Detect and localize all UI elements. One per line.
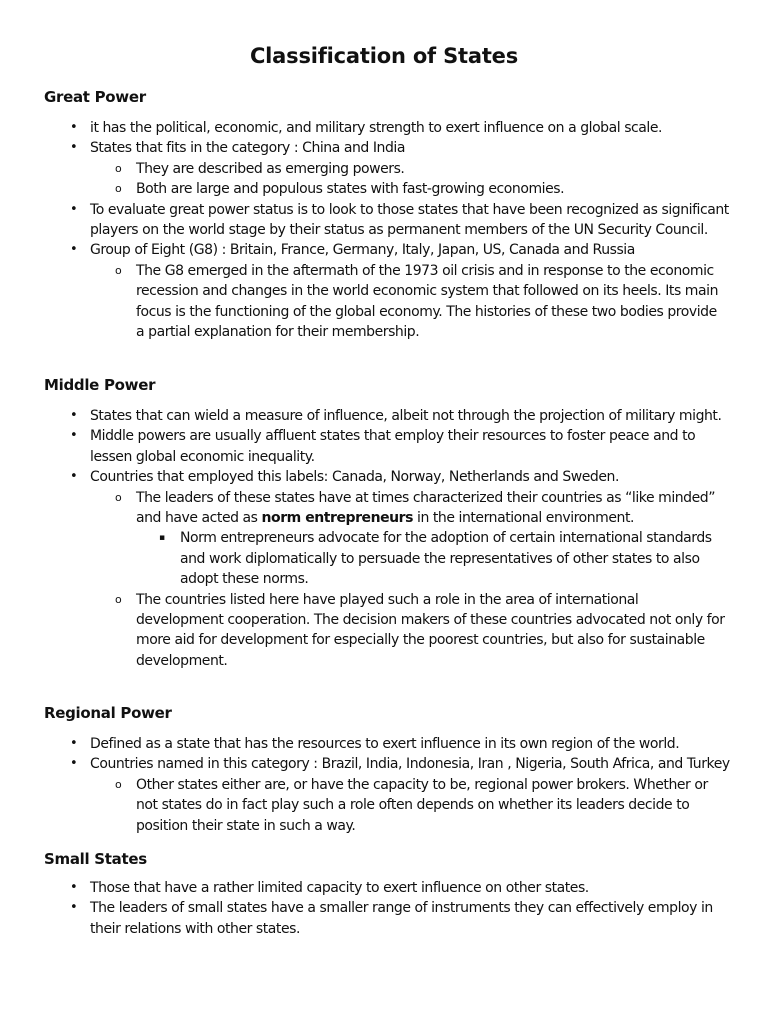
circle-marker: o <box>115 777 122 791</box>
list-item <box>0 898 730 939</box>
middle-power-list <box>0 406 768 671</box>
square-marker: ▪ <box>159 533 165 544</box>
list-item-text: Countries named in this category : Brazil, India, Indonesia, Iran , Nigeria, South Africa, and Turkey <box>90 756 730 773</box>
sub-list-item <box>0 775 726 836</box>
list-item <box>0 754 730 774</box>
sub-list-item <box>0 590 726 672</box>
list-item-text: Middle powers are usually affluent states that employ their resources to foster peace and to lessen global economic inequality. <box>90 428 696 465</box>
bullet-marker: • <box>70 120 78 135</box>
list-item-text: it has the political, economic, and military strength to exert influence on a global scale. <box>90 120 663 136</box>
bullet-marker: • <box>70 408 78 423</box>
circle-marker: o <box>115 263 122 277</box>
bullet-marker: • <box>70 242 78 258</box>
bullet-marker: • <box>70 756 78 772</box>
sub-sub-list-item <box>0 528 730 589</box>
circle-marker: o <box>115 592 122 606</box>
section-heading-middle-power: Middle Power <box>44 376 156 394</box>
great-power-list <box>0 118 768 342</box>
list-item <box>0 138 730 158</box>
list-item-text: Both are large and populous states with fast-growing economies. <box>136 181 565 198</box>
bullet-marker: • <box>70 201 78 217</box>
list-item <box>0 406 730 426</box>
bullet-marker: • <box>70 469 78 485</box>
list-item-text: The countries listed here have played such a role in the area of international development cooperation. The decision makers of these countries advocated not only for more aid for development for especially the poorest countries, but also for sustainable development. <box>136 591 725 669</box>
sub-list-item <box>0 488 726 529</box>
small-states-list <box>0 878 768 939</box>
norm-entrepreneurs-term: norm entrepreneurs <box>261 510 414 527</box>
circle-marker: o <box>115 161 122 175</box>
list-item-text: To evaluate great power status is to look to those states that have been recognized as significant players on the world stage by their status as permanent members of the UN Security Council. <box>90 201 729 239</box>
list-item <box>0 118 730 138</box>
bullet-marker: • <box>70 736 78 751</box>
list-item <box>0 200 730 241</box>
list-item-text: Norm entrepreneurs advocate for the adoption of certain international standards and work diplomatically to persuade the representatives of other states to also adopt these norms. <box>180 530 712 588</box>
list-item <box>0 426 730 467</box>
section-heading-regional-power: Regional Power <box>44 704 172 722</box>
circle-marker: o <box>115 490 122 504</box>
list-item-text: Countries that employed this labels: Canada, Norway, Netherlands and Sweden. <box>90 469 619 486</box>
bullet-marker: • <box>70 880 78 895</box>
section-heading-great-power: Great Power <box>44 88 146 106</box>
list-item-text: Group of Eight (G8) : Britain, France, Germany, Italy, Japan, US, Canada and Russia <box>90 242 635 259</box>
list-item-text: States that can wield a measure of influence, albeit not through the projection of military might. <box>90 408 722 424</box>
bullet-marker: • <box>70 900 78 916</box>
bullet-marker: • <box>70 140 78 156</box>
regional-power-list <box>0 734 768 836</box>
page-title: Classification of States <box>249 44 519 68</box>
list-item <box>0 734 730 754</box>
list-item <box>0 878 730 898</box>
list-item-text: States that fits in the category : China and India <box>90 140 405 157</box>
list-item-text: Other states either are, or have the capacity to be, regional power brokers. Whether or not states do in fact play such a role often depends on whether its leaders decide to position their state in such a way. <box>136 776 708 834</box>
list-item <box>0 240 730 260</box>
list-item-text: in the international environment. <box>413 510 634 527</box>
list-item-text: Those that have a rather limited capacity to exert influence on other states. <box>90 880 589 896</box>
circle-marker: o <box>115 182 122 196</box>
sub-list-item <box>0 159 726 179</box>
bullet-marker: • <box>70 428 78 444</box>
sub-list-item <box>0 179 726 199</box>
list-item-text: They are described as emerging powers. <box>136 160 405 177</box>
list-item-text: The G8 emerged in the aftermath of the 1973 oil crisis and in response to the economic recession and changes in the world economic system that followed on its heels. Its main focus is the functioning of the global economy. The histories of these two bodies provide a partial explanation for their membership. <box>136 262 718 341</box>
section-heading-small-states: Small States <box>44 850 147 868</box>
list-item-text: The leaders of these states have at times characterized their countries as “like minded” and have acted as <box>136 489 716 527</box>
sub-list-item <box>0 261 726 343</box>
list-item-text: The leaders of small states have a smaller range of instruments they can effectively employ in their relations with other states. <box>90 900 713 937</box>
list-item-text: Defined as a state that has the resources to exert influence in its own region of the world. <box>90 736 680 752</box>
list-item <box>0 467 730 487</box>
